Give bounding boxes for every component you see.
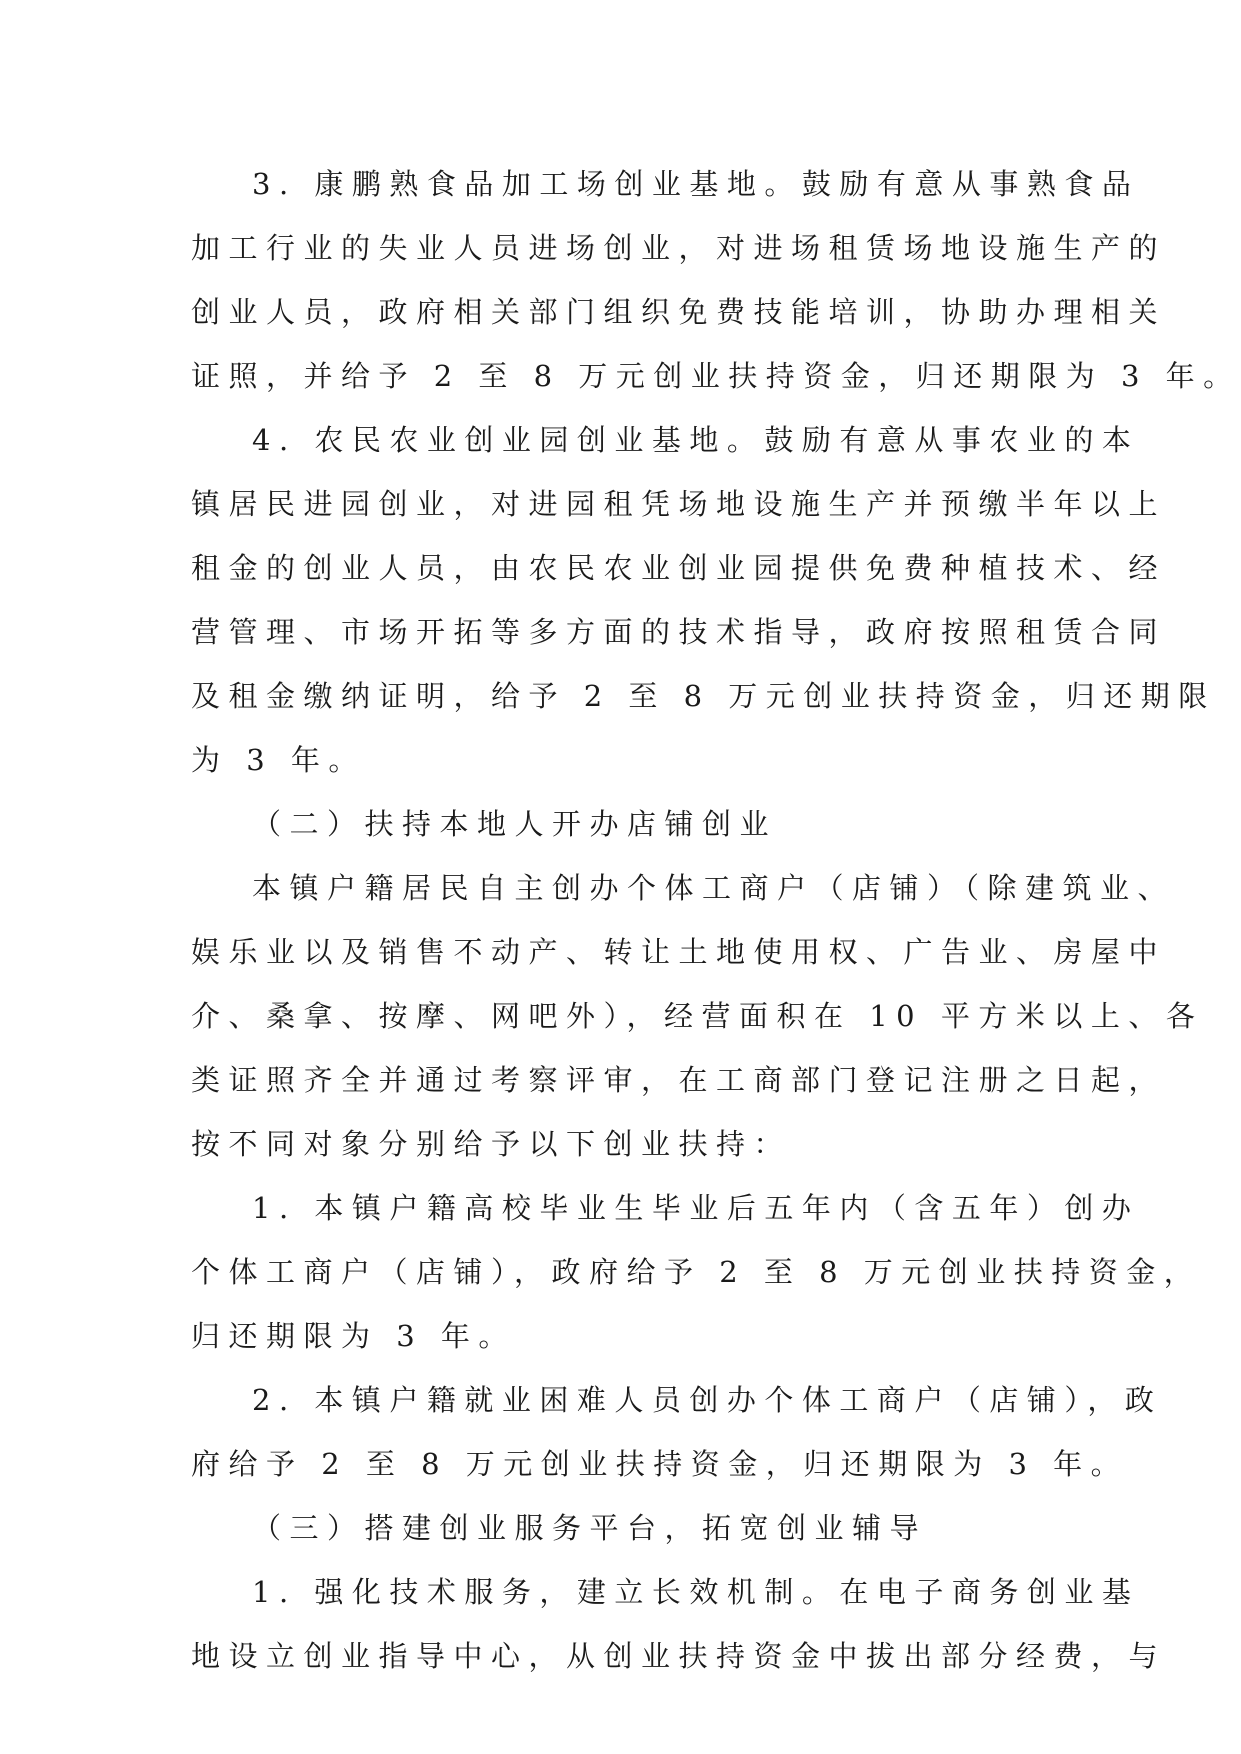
text-line: 创业人员，政府相关部门组织免费技能培训，协助办理相关	[191, 295, 1167, 329]
section-heading: （三）搭建创业服务平台，拓宽创业辅导	[252, 1511, 928, 1545]
text-line: 4. 农民农业创业园创业基地。鼓励有意从事农业的本	[252, 423, 1140, 457]
text-line: 本镇户籍居民自主创办个体工商户（店铺）（除建筑业、	[252, 871, 1176, 905]
text-line: 加工行业的失业人员进场创业，对进场租赁场地设施生产的	[191, 231, 1167, 265]
text-line: 证照，并给予 2 至 8 万元创业扶持资金，归还期限为 3 年。	[191, 359, 1241, 393]
text-line: 镇居民进园创业，对进园租凭场地设施生产并预缴半年以上	[191, 487, 1167, 521]
text-line: 地设立创业指导中心，从创业扶持资金中拔出部分经费，与	[191, 1639, 1167, 1673]
text-line: 营管理、市场开拓等多方面的技术指导，政府按照租赁合同	[191, 615, 1167, 649]
text-line: 按不同对象分别给予以下创业扶持：	[191, 1127, 792, 1161]
text-line: 1. 强化技术服务，建立长效机制。在电子商务创业基	[252, 1575, 1140, 1609]
text-line: 娱乐业以及销售不动产、转让土地使用权、广告业、房屋中	[191, 935, 1167, 969]
text-line: 1. 本镇户籍高校毕业生毕业后五年内（含五年）创办	[252, 1191, 1140, 1225]
text-line: 2. 本镇户籍就业困难人员创办个体工商户（店铺），政	[252, 1383, 1163, 1417]
text-line: 类证照齐全并通过考察评审，在工商部门登记注册之日起，	[191, 1063, 1167, 1097]
text-line: 租金的创业人员，由农民农业创业园提供免费种植技术、经	[191, 551, 1167, 585]
text-line: 归还期限为 3 年。	[191, 1319, 516, 1353]
text-line: 及租金缴纳证明，给予 2 至 8 万元创业扶持资金，归还期限	[191, 679, 1216, 713]
text-line: 个体工商户（店铺），政府给予 2 至 8 万元创业扶持资金，	[191, 1255, 1202, 1289]
section-heading: （二）扶持本地人开办店铺创业	[252, 807, 778, 841]
text-line: 3. 康鹏熟食品加工场创业基地。鼓励有意从事熟食品	[252, 167, 1140, 201]
text-line: 为 3 年。	[191, 743, 366, 777]
text-line: 府给予 2 至 8 万元创业扶持资金，归还期限为 3 年。	[191, 1447, 1129, 1481]
text-line: 介、桑拿、按摩、网吧外），经营面积在 10 平方米以上、各	[191, 999, 1204, 1033]
